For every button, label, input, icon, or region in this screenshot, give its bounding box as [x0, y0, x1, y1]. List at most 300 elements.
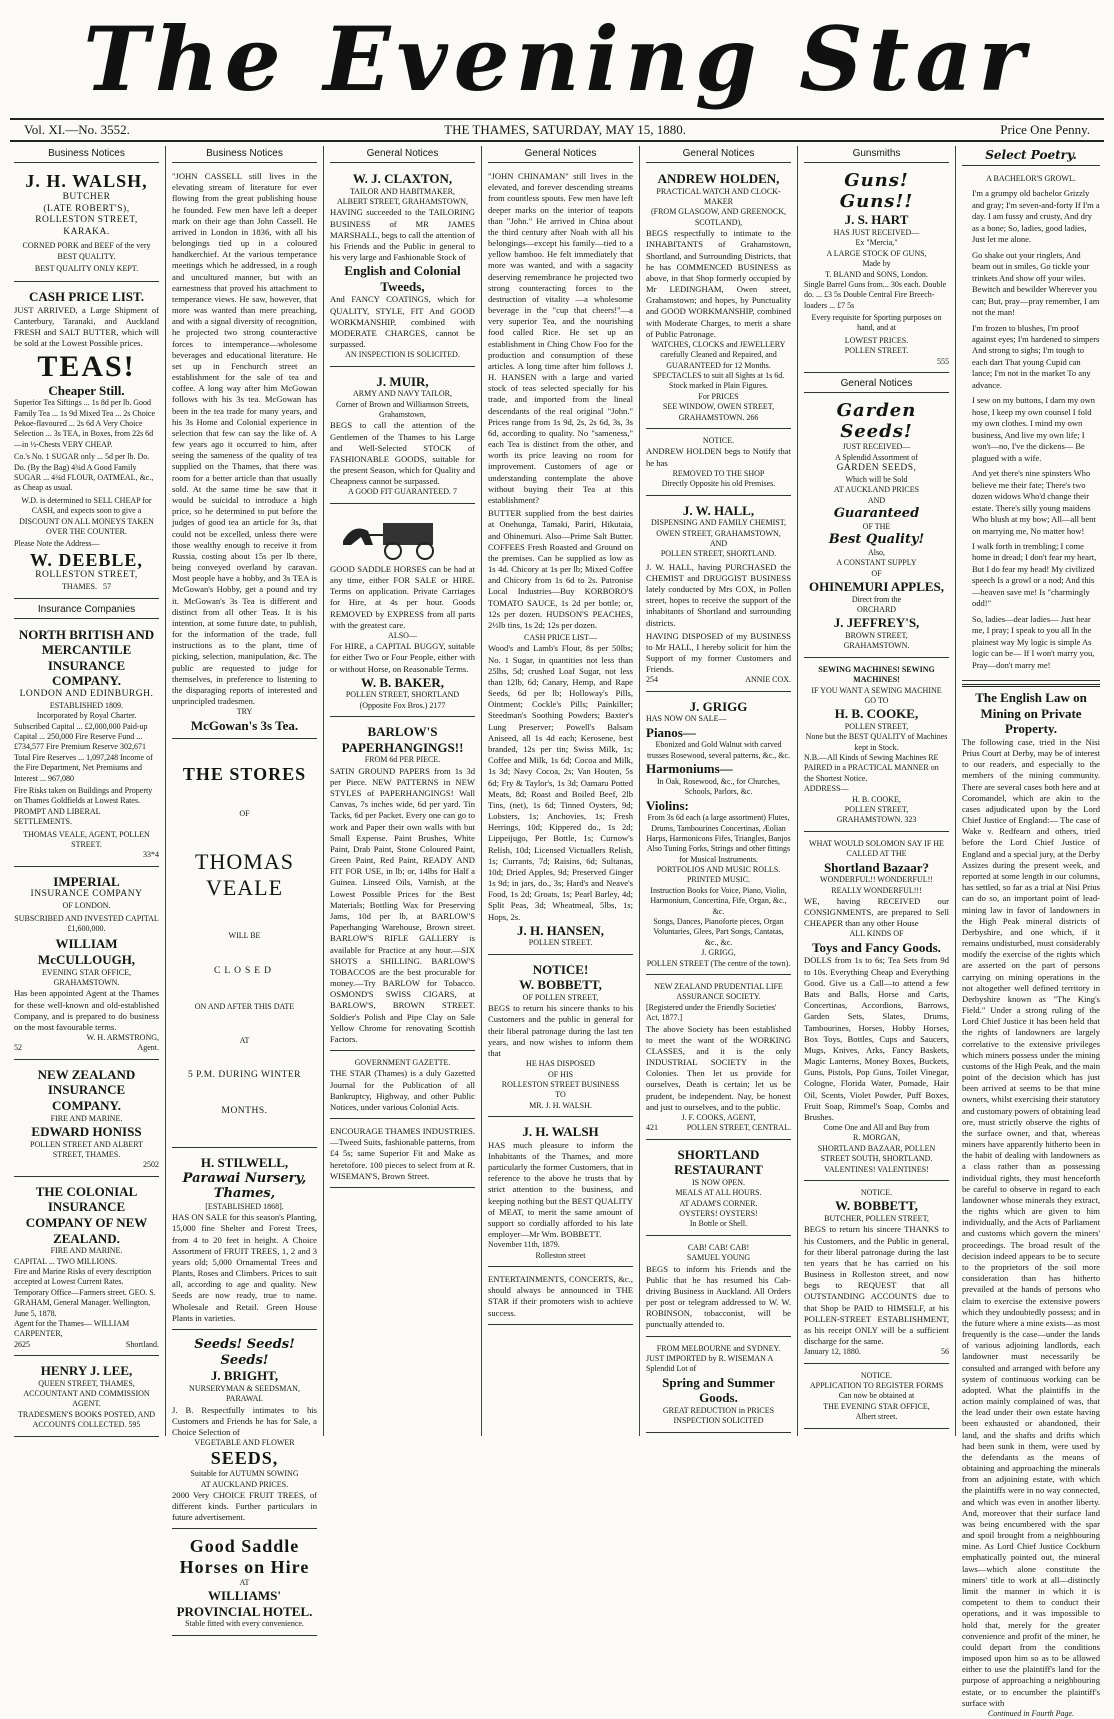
column-6: [798, 146, 956, 1436]
poem-stanza: I'm a grumpy old bachelor Grizzly and gray; I'm seven-and-forty If I'm a day. I am fussy and crusty, And dry as a bone; So, ladies, good ladies, Just let me alone.: [972, 188, 1100, 245]
ad-name: W. BOBBETT,: [835, 1198, 918, 1214]
ad-text: Suitable for AUTUMN SOWING: [190, 1469, 299, 1479]
ad-colonial-insurance: [14, 1180, 159, 1356]
ad-name: J. H. WALSH: [522, 1124, 599, 1140]
ad-body: HAVING succeeded to the TAILORING BUSINESS of MR JAMES MARSHALL, begs to call the attention of his Friends and the Public in general to his very large and Fashionable Stock of: [330, 207, 475, 263]
ad-text: (LATE ROBERT'S),: [43, 203, 130, 214]
ad-title: NEW ZEALAND PRUDENTIAL LIFE ASSURANCE SOCIETY.: [654, 981, 783, 1002]
ad-claxton: [330, 167, 475, 367]
ad-grigg: [646, 695, 791, 975]
ad-holden: [646, 167, 791, 429]
ad-name: J. JEFFREY'S,: [833, 615, 920, 631]
ad-number: 33*4: [143, 850, 159, 860]
ad-imperial: [14, 870, 159, 1060]
ad-text: ALBERT STREET, GRAHAMSTOWN,: [336, 196, 469, 206]
ad-text: REMOVED TO THE SHOP: [672, 468, 765, 478]
ad-name: W. BOBBETT,: [519, 977, 602, 993]
ad-text: J. GRIGG,: [701, 948, 736, 958]
ad-muir: [330, 370, 475, 504]
ad-text: GRAHAMSTOWN. 323: [836, 815, 917, 825]
ad-text: ROLLESTON STREET, KARAKA.: [35, 215, 138, 238]
ad-text: TO: [555, 1090, 566, 1100]
ad-name: W. J. CLAXTON,: [352, 171, 453, 186]
ad-text: ALL KINDS OF: [849, 929, 904, 939]
ad-name: H. B. COOKE,: [834, 706, 919, 722]
ad-text: AT AUCKLAND PRICES: [833, 485, 920, 495]
ad-stilwell: [172, 1151, 317, 1330]
ad-text: SEE WINDOW, OWEN STREET,: [662, 402, 775, 412]
ad-text: MEALS AT ALL HOURS.: [675, 1188, 762, 1198]
ad-jeffrey-seeds: [804, 397, 949, 658]
ad-encourage-tweed: [330, 1122, 475, 1188]
section-heading: Insurance Companies: [14, 602, 159, 619]
ad-text: SUBSCRIBED AND INVESTED CAPITAL £1,600,000.: [14, 913, 159, 934]
ad-text: Stock marked in Plain Figures.: [669, 381, 768, 391]
ad-text: T. BLAND and SONS, London.: [825, 269, 928, 279]
ad-name: J. H. WALSH,: [25, 171, 148, 191]
section-heading: Business Notices: [14, 146, 159, 163]
ad-title: CASH PRICE LIST—: [524, 633, 597, 643]
ad-text: JUST RECEIVED—: [842, 442, 911, 452]
ad-body: "JOHN CASSELL still lives in the elevating stream of literature for ever flowing from the great publishing house he founded. Few men have left a deeper mark on their age than John Cassell. He arrived in London in 1836, with all his belongings tied up in a coloured handkerchief. At the various temperance meetings which he addressed, in a rough and uncultured manner, but with an earnestness that proved his attachment to temperance views. He saw, however, that more was wanted than mere preaching, and with a signal diversity of recognition, he projected two strong counteractive forces to intemperance—wholesome beverages and educational literature. He set up in Fenchurch street an establishment for the sale of tea and coffee. A long way after him McGowan follows with his 3s tea. McGowan has been in the tea trade for many years, and his 3s Home and Colonial experience in selection that few can say the like of. A few years ago it occurred to him, after seeing the sameness of the quality of tea supplied on the Thames, that there was room for a better article than that usually sold. At the same time he saw that it would be suicidal to introduce a high price, so he determined to put before the judges of good tea an article for 3s, that could not be excelled, unless there were those wealthy enough to receive it from Russia, costing about 15s per lb there, being conveyed overland by caravan. Most people have a hobby, and 3s TEA is McGowan's Hobby, get a pound and try it. McGowan's 3s Tea is different and distinct from all other Teas. It is his intention, at some future date, to publish, for the information of the trade, full instructions as to the plant, time of picking, selection, manipulation, &c. The public are requested to judge for themselves, in preference to listening to the disparaging reports of interested and unprincipled tradesmen.: [172, 171, 317, 707]
ad-name: R. MORGAN,: [853, 1133, 900, 1143]
ad-text: HAS NOW ON SALE—: [646, 714, 727, 724]
ad-saddle-horses: [172, 1532, 317, 1635]
ad-name: W. DEEBLE,: [30, 549, 143, 570]
ad-text: LONDON AND EDINBURGH.: [19, 689, 154, 700]
ad-text: INSURANCE COMPANY: [30, 889, 143, 900]
ad-hansen: [488, 167, 633, 955]
ad-text: JUST IMPORTED by R. WISEMAN A Splendid Lot of: [646, 1354, 773, 1374]
ad-cab: [646, 1239, 791, 1337]
ad-text: Which will be Sold: [845, 475, 908, 485]
ad-text: AT AUCKLAND PRICES.: [200, 1479, 289, 1489]
ad-title: BARLOW'S: [367, 724, 438, 740]
ad-text: POLLEN STREET,: [844, 721, 909, 731]
ad-body: HAVING DISPOSED of my BUSINESS to Mr HALL, I hereby solicit for him the Support of my former Customers and Friends.: [646, 630, 791, 675]
ad-body: BEGS to return his sincere thanks to his Customers and the public in general for their liberal patronage during the last ten years, and now wishes to inform them that: [488, 1003, 633, 1058]
ad-body: The above Society has been established to meet the want of the WORKING CLASSES, and it is the only INDUSTRIAL SOCIETY in the Colonies. Then let us provide for ourselves, Death is certain; let us be prudent, be independent. Nay, be honest and just to ourselves, and to the public.: [646, 1023, 791, 1112]
ad-body: ENTERTAINMENTS, CONCERTS, &c., should always be announced in THE STAR if their promoters wish to achieve success.: [488, 1274, 633, 1318]
ad-shortland-restaurant: [646, 1143, 791, 1236]
ad-body: ANDREW HOLDEN begs to Notify that he has: [646, 446, 791, 468]
ad-text: Rolleston street: [535, 1250, 586, 1260]
ad-body: For HIRE, a CAPITAL BUGGY, suitable for either Two or Four People, either with or without Horse, on Reasonable Terms.: [330, 641, 475, 674]
ad-text: THE EVENING STAR OFFICE,: [823, 1401, 930, 1411]
ad-body: And FANCY COATINGS, which for QUALITY, STYLE, FIT And GOOD WORKMANSHIP, combined with MODERATE CHARGES, cannot be surpassed.: [330, 294, 475, 350]
ad-text: WONDERFUL!! WONDERFUL!! REALLY WONDERFUL!!!: [820, 875, 933, 895]
ad-text: HE HAS DISPOSED: [526, 1059, 595, 1069]
ad-text: POLLEN STREET.: [844, 346, 909, 356]
ad-text: NURSERYMAN & SEEDSMAN,: [189, 1383, 300, 1393]
ad-text: IF YOU WANT A SEWING MACHINE: [811, 685, 942, 695]
section-heading: Gunsmiths: [804, 146, 949, 163]
ad-text: FIRE AND MARINE.: [50, 1113, 123, 1123]
ad-henry-lee: [14, 1359, 159, 1437]
ad-name: HENRY J. LEE,: [40, 1363, 133, 1379]
ad-text: In Bottle or Shell.: [689, 1219, 748, 1229]
ad-text: VALENTINES! VALENTINES!: [824, 1164, 929, 1174]
ad-text: THAMES. 57: [62, 582, 111, 592]
ad-text: A GOOD FIT GUARANTEED. 7: [348, 487, 457, 497]
ad-nz-insurance: [14, 1063, 159, 1177]
volume-number: Vol. XI.—No. 3552.: [24, 122, 130, 137]
masthead-title: The Evening Star: [83, 7, 1031, 111]
ad-title: WHAT WOULD SOLOMON SAY IF HE CALLED AT THE: [809, 838, 944, 859]
horse-carriage-illustration: [333, 511, 473, 561]
poem-stanza: And yet there's nine spinsters Who believe me their fate; There's two dozen widows Who'd change their estate. There's silly young maidens Who blush at my bow; All—all bent on marrying me, No matter how!: [972, 468, 1096, 536]
column-1: [8, 146, 166, 1436]
ad-text: VEGETABLE AND FLOWER: [194, 1438, 295, 1448]
ad-text: OF LONDON.: [62, 901, 111, 911]
ad-hall-chemist: [646, 499, 791, 692]
ad-veale-stores: [172, 742, 317, 1148]
ad-text: Can now be obtained at: [838, 1391, 915, 1401]
ad-text: PRINTED MUSIC.: [686, 875, 751, 885]
ad-text: DISPENSING AND FAMILY CHEMIST,: [650, 518, 787, 528]
ad-text: OF: [871, 568, 882, 578]
ad-text: HAS JUST RECEIVED—: [833, 227, 920, 237]
ad-morgan-bazaar: [804, 835, 949, 1181]
ad-title: GOVERNMENT GAZETTE.: [354, 1058, 451, 1068]
ad-text: BUTCHER, POLLEN STREET,: [824, 1213, 929, 1223]
ad-hart-guns: [804, 167, 949, 373]
ad-text: THOMAS VEALE, AGENT, POLLEN STREET.: [23, 829, 150, 849]
ad-date: November 11th, 1879.: [488, 1240, 560, 1250]
ad-body: HAS much pleasure to inform the Inhabitants of the Thames, and more particularly the former Customers, that in reference to the above he trusts that by strict attention to the business, and keeping nothing but the BEST QUALITY of MEAT, to merit the same amount of support so cordially afforded to his late employer—Mr Wm. BOBBETT.: [488, 1139, 633, 1240]
ad-barlow: [330, 720, 475, 1051]
ad-register-forms: [804, 1367, 949, 1429]
poem-stanza: So, ladies—dear ladies— Just hear me, I pray; I speak to you all In the plainest way My logic is simple As logic can be— If I won't marry you, Pray—don't marry me!: [972, 613, 1095, 670]
ad-name: J. S. HART: [844, 212, 909, 228]
ad-text: A LARGE STOCK OF GUNS,: [826, 248, 927, 258]
ad-title: THE COLONIAL INSURANCE COMPANY OF NEW ZEALAND.: [25, 1183, 148, 1246]
ad-title: CAB! CAB! CAB!: [687, 1242, 750, 1252]
ad-text: Direct from the: [851, 594, 902, 604]
ad-text: GARDEN SEEDS,: [836, 463, 917, 474]
ad-body: 2000 Very CHOICE FRUIT TREES, of different kinds. Further particulars in future advertisement.: [172, 1489, 317, 1523]
ad-melbourne-sydney: [646, 1340, 791, 1433]
column-4: [482, 146, 640, 1436]
ad-title: THE STORES: [182, 764, 307, 785]
ad-text: N.B.—All Kinds of Sewing Machines RE PAIRED in a PRACTICAL MANNER on the Shortest Notice.: [804, 753, 939, 783]
ad-body: BEGS to return his sincere THANKS to his Customers, and the Public in general, for their liberal patronage during the last ten years that he has carried on his Business in Rolleston street, and now begs to REQUEST that all OUTSTANDING ACCOUNTS due to that Shop be PAID to HIMSELF, at his POLLEN-STREET ESTABLISHMENT, as his receipt ONLY will be a sufficient discharge for the same.: [804, 1224, 949, 1347]
ad-baker-horses: [330, 507, 475, 717]
ad-title: IMPERIAL: [53, 873, 120, 889]
ad-text: English and Colonial Tweeds,: [344, 263, 461, 294]
ad-text: 5 P.M. DURING WINTER: [187, 1070, 301, 1081]
ad-text: [ESTABLISHED 1868].: [205, 1201, 284, 1211]
ad-text: Pianos—: [646, 724, 696, 740]
ad-text: QUEEN STREET, THAMES,: [38, 1378, 135, 1388]
ad-entertainments: [488, 1270, 633, 1325]
ad-body: THE STAR (Thames) is a duly Gazetted Journal for the Publication of all Bankruptcy, Highway, and other Public Notices, under various Colonial Acts.: [330, 1068, 475, 1112]
ad-text: GRAHAMSTOWN.: [53, 977, 120, 987]
ad-text: J. F. COOKS, AGENT,: [681, 1112, 756, 1122]
ad-text: MONTHS.: [221, 1106, 268, 1117]
ad-text: OWEN STREET, GRAHAMSTOWN,: [656, 528, 781, 538]
ad-text: OF HIS: [547, 1069, 574, 1079]
article-body: The following case, tried in the Nisi Prius Court at Derby, may be of interest to our readers, and especially to the members of the mining community. There are several cases both here and at Coromandel, which are akin to the cases adjudicated upon by the Lord Chief Justice of England:— The case of Wake v. Redfearn and others, tried before the Lord Chief Justice of England and a special jury, at the Derby Assizes during the present week, and reported at some length in our columns, has settled, so far as a trial at Nisi Prius can do so, an important point of lead-mining law in favor of landowners in the High Peak mineral districts of Derbyshire, and one which, if it remains undisturbed, must considerably modify the exercise of the rights which are asserted on the part of persons carrying on mining operations in the not altogether well defined territory in Derbyshire known as "The King's Field." Under a strong ruling of the Lord Chief Justice it has been held that the rights of landowners are largely correlative to the extensive privileges which miners possess under the mining customs of the High Peak, and the main point of the decision which has just been arrived at seems to be that mine owners, whilst exercising their statutory and customary powers of obtaining lead ore, must strictly observe the rights of the surface owner, and that, whereas miners have apparently hitherto been in the habit of dealing with landowners as a class rather than as possessing individual rights, they must henceforth be careful to observe in regard to each landowner whose minerals they extract, the rights which are given to him individually, and the Acts of Parliament and customs which govern the miners' proceedings. The broad result of the decision indeed appears to be to secure to the proprietors of the soil more consideration than has hitherto prevailed at the hands of persons who claim to exercise the extensive powers which they undoubtedly possess; and in the future where a mine exists—as most frequently is the case—under the lands of various adjoining landlords, each landowner must necessarily be consulted and arranged with before any system of continuous working can be adopted. What the plaintiffs in the action mainly complained of was, that the lead under their own estate having been exhausted or abandoned, their land, and the shafts and drifts which had been sunk in them, were used by the defendants as the means of obtaining and approaching the minerals from an adjoining estate, with which the plaintiffs were in no way connected, and which was even in another liberty. And, moreover that their surface land was being encumbered with the spar and spoil brought from a neighbouring mine. As Lord Chief Justice Cockburn emphatically pointed out, the mineral laws—which alone constitute the miners' title to work at all—distinctly limit the manner in which it is competent to them to conduct their operations, and it was impossible to hold that, merely for the greater convenience and profit of the miner, he could depart from the conditions imposed upon him so as to be allowed either to use the plaintiff's land for the purpose of approaching a neighbouring estate, or to encumber the plaintiff's surface with: [962, 736, 1100, 1708]
ad-text: ACCOUNTANT AND COMMISSION AGENT.: [23, 1389, 150, 1409]
ad-text: MR. J. H. WALSH.: [529, 1100, 592, 1110]
ad-bobbett-notice: [488, 958, 633, 1117]
ad-text: AND: [867, 495, 886, 505]
ad-text: FROM 6d PER PIECE.: [364, 755, 441, 765]
ad-text: Come One and All and Buy from: [823, 1123, 930, 1133]
ad-title: NOTICE!: [532, 961, 589, 977]
ad-mcgowan-tea: [172, 167, 317, 739]
ad-text: January 12, 1880. 56: [804, 1347, 949, 1357]
ad-text: Best Quality!: [828, 532, 925, 548]
ad-cooke-sewing: [804, 661, 949, 832]
ad-text: GO TO: [864, 695, 889, 705]
ad-text: Albert street.: [855, 1412, 898, 1422]
ad-text: SEEDS,: [210, 1448, 279, 1469]
ad-text: W. H. ARMSTRONG,: [86, 1033, 159, 1043]
ad-text: AN INSPECTION IS SOLICITED.: [345, 350, 460, 360]
ad-text: GRAHAMSTOWN.: [843, 641, 910, 651]
ad-text: Guaranteed: [833, 506, 920, 522]
ad-text: Stable fitted with every convenience.: [185, 1619, 304, 1629]
ad-text: AT ADAM'S CORNER.: [679, 1198, 758, 1208]
ad-text: Agent for the Thames— WILLIAM CARPENTER,: [14, 1318, 130, 1339]
ad-text: TAILOR AND HABITMAKER,: [350, 186, 455, 196]
ad-title: FROM MELBOURNE and SYDNEY.: [656, 1343, 781, 1353]
ad-text: Spring and Summer Goods.: [662, 1374, 775, 1406]
ad-text: In Oak, Rosewood, &c., for Churches, Schools, Parlors, &c.: [656, 776, 781, 797]
section-heading: General Notices: [804, 376, 949, 393]
ad-name: J. W. HALL,: [682, 502, 755, 518]
ad-text: OF: [239, 808, 250, 818]
ad-text: POLLEN STREET (The centre of the town).: [646, 958, 791, 968]
ad-text: Incorporated by Royal Charter.: [36, 711, 137, 721]
ad-walsh-notice: [488, 1120, 633, 1267]
ad-text: (FROM GLASGOW, AND GREENOCK, SCOTLAND),: [650, 207, 787, 227]
ad-body: BEGS to inform his Friends and the Public that he has resumed his Cab-driving Business in Auckland. All Orders per post or telegram addressed to W. W. ROBINSON, tobacconist, will be punctually attended to.: [646, 1263, 791, 1330]
ad-text: EVENING STAR OFFICE,: [42, 967, 131, 977]
ad-text: BEST QUALITY ONLY KEPT.: [34, 263, 139, 273]
ad-text: OHINEMURI APPLES,: [808, 579, 945, 594]
poem-stanza: I'm frozen to blushes, I'm proof against eyes; I'm hardened to simpers And strong to sighs; I'm tough to each dart That young Cupid can lance; I'm not in the market To any advance.: [972, 322, 1100, 390]
ad-text: ROLLESTON STREET BUSINESS: [501, 1079, 620, 1089]
ad-title: SEWING MACHINES! SEWING MACHINES!: [818, 664, 935, 685]
ad-text: POLLEN STREET.: [528, 938, 593, 948]
column-5: [640, 146, 798, 1436]
ad-body: WE, having RECEIVED our CONSIGNMENTS, are prepared to Sell CHEAPER than any other House: [804, 895, 949, 929]
ad-title: Shortland Bazaar?: [823, 859, 930, 875]
ad-text: BUTCHER: [62, 191, 111, 202]
ad-figures: Subscribed Capital ... £2,000,000 Paid-up Capital ... 250,000 Fire Reserve Fund ... £734,577 Fire Premium Reserve 302,671 Total Fire Reserves ... 1,097,248 Income of the Fire Department, Net Premiums and Interest ... 967,080: [14, 721, 153, 783]
column-3: [324, 146, 482, 1436]
ad-name: THOMAS VEALE: [195, 849, 294, 901]
ad-prudential: [646, 978, 791, 1140]
ad-text: ORCHARD: [856, 604, 897, 614]
ad-text: ROLLESTON STREET,: [35, 570, 138, 581]
ad-text: FIRE AND MARINE.: [50, 1246, 123, 1256]
ad-name: SAMUEL YOUNG: [686, 1253, 751, 1263]
article-mining-law: [962, 690, 1100, 1719]
ad-text: H. B. COOKE,: [852, 794, 901, 804]
ad-name: J. BRIGHT,: [210, 1368, 279, 1384]
ad-name: J. H. HANSEN,: [516, 922, 605, 938]
ad-walsh-butcher: [14, 167, 159, 282]
ad-body: GOOD SADDLE HORSES can be had at any time, either FOR SALE or HIRE. Terms on application. Private Carriages for Hire, at 4s per hour. Goods REMOVED by EXPRESS from all parts with the greatest care.: [330, 563, 475, 630]
ad-text: ALSO—: [388, 630, 417, 640]
price-list: Single Barrel Guns from... 30s each. Double do. ... £3 5s Double Central Fire Breech-loaders ... £7 5s: [804, 279, 947, 310]
ad-name: W. B. BAKER,: [361, 674, 444, 690]
ad-text: AT: [239, 1035, 250, 1045]
ad-text: CORNED PORK and BEEF of the very BEST QUALITY.: [22, 241, 151, 261]
ad-text: PRACTICAL WATCH AND CLOCK-MAKER: [656, 186, 781, 206]
ad-text: AT: [239, 1577, 250, 1587]
ad-name: WILLIAMS' PROVINCIAL HOTEL.: [176, 1588, 313, 1619]
ad-text: A CONSTANT SUPPLY: [836, 558, 917, 568]
poem-stanza: I walk forth in trembling; I come home in dread; I don't fear my heart, But I do fear my head! My civilized speech Is a growl or a nod; And this—heaven save me! Is "charmingly odd!": [972, 540, 1097, 609]
ad-body: BUTTER supplied from the best dairies at Onehunga, Tamaki, Pariri, Hikutaia, and Ohinemuri. Also—Prime Salt Butter. COFFEES Fresh Roasted and Ground on the premises. Can be supplied as low as 1s 4d. Chicory at 1s per lb; Mixed Coffee and Chicory from 1s 6d to 2s. Patronise Local Industries—Buy KORBORO'S TOMATO SAUCE, 1s 2d per bottle; or, 12s per dozen. HUDSON'S PEACHES, 2½lb tins, 1s 2d; 12s per dozen.: [488, 508, 633, 630]
article-title: The English Law on Mining on Private Property.: [975, 690, 1087, 737]
ad-text: Fire Risks taken on Buildings and Property on Thames Goldfields at Lowest Rates. PROMPT AND LIBERAL SETTLEMENTS.: [14, 786, 153, 827]
masthead: [0, 0, 1114, 118]
ad-text: Corner of Brown and Williamson Streets, Grahamstown,: [336, 399, 469, 420]
ad-title: NOTICE.: [860, 1188, 893, 1197]
ad-text: ARMY AND NAVY TAILOR,: [353, 389, 452, 399]
ad-text: Ex "Mercia,": [855, 238, 898, 248]
ad-text: 2625 Shortland.: [14, 1339, 159, 1349]
ad-title: CASH PRICE LIST.: [29, 289, 144, 305]
section-heading: General Notices: [488, 146, 633, 163]
ad-text: OF POLLEN STREET,: [522, 992, 599, 1002]
poem-title: A BACHELOR'S GROWL.: [986, 174, 1076, 183]
ad-text: CLOSED: [214, 965, 275, 976]
ad-body: "JOHN CHINAMAN" still lives in the elevated, and forever descending streams from countless spouts. Few men have left deeper marks on the interior of teapots than "John." He arrived in China about the third century after Noah with all his belongings—except his family—tied to a yellow bamboo. He felt immediately that more was wanted, and with a sagacity deserving remembrance he projected two strong counteracting forces to the destruction of vitality —a wholesome beverage in the "cup that cheers!"—a very superior Tea, and the nourishing food called Rice. He set up an establishment in Ching Chow Foo for the production and consumption of these articles. A long time after him follows J. H. HANSEN with a large and varied stock of teas selected specially for his trade, and imported from the lineal descendants of the real original "John." Prices range from 1s 9d, 2s, 2s 6d, 3s, 3s 6d, according to quality. No "sameness," each Tea is distinct from the other, and worth its price leaving no room for improvement. Customers of age or understanding contemplate the above without buying their Tea at this establishment?: [488, 171, 633, 505]
ad-text: Songs, Dances, Pianoforte pieces, Organ Voluntaries, Glees, Part Songs, Cantatas, &c., &c.: [653, 917, 784, 947]
ad-title: Seeds! Seeds! Seeds!: [194, 1337, 295, 1368]
ad-text: POLLEN STREET, SHORTLAND.: [660, 549, 777, 559]
ad-north-british: [14, 623, 159, 867]
columns: [8, 146, 1106, 1718]
ad-text: A Splendid Assortment of: [835, 452, 918, 462]
ad-text: GRAHAMSTOWN. 266: [678, 412, 759, 422]
ad-text: WILL BE: [228, 931, 261, 941]
ad-body: Fire and Marine Risks of every description accepted at Lowest Current Rates. Temporary Office—Farmers street. GEO. S. GRAHAM, General Manager. Wellington, June 5, 1878.: [14, 1266, 156, 1318]
ad-body: BEGS respectfully to intimate to the INHABITANTS of Grahamstown, Shortland, and Surrounding Districts, that he has COMMENCED BUSINESS as above, in that Shop formerly occupied by Mr LEDINGHAM, Owen street, Grahamstown; and hopes, by Punctuality and GOOD WORKMANSHIP, combined with Moderate Charges, to merit a share of Public Patronage.: [646, 228, 791, 339]
ad-title: Guns! Guns!!: [839, 170, 914, 212]
ad-text: INSPECTION SOLICITED: [673, 1416, 764, 1426]
ad-text: [Registered under the Friendly Societies' Act, 1877.]: [646, 1002, 777, 1023]
ad-title: NORTH BRITISH AND MERCANTILE INSURANCE COMPANY.: [18, 626, 155, 689]
ad-text: Instruction Books for Voice, Piano, Violin, Harmonium, Concertina, Fife, Organ, &c., &c.: [650, 885, 787, 916]
ad-deeble-cash: [14, 285, 159, 598]
ad-title: NEW ZEALAND INSURANCE COMPANY.: [37, 1066, 136, 1114]
ad-text: Violins:: [646, 797, 689, 813]
ad-body: J. B. Respectfully intimates to his Customers and Friends he has for Sale, a Choice Selection of: [172, 1404, 317, 1437]
ad-title: SHORTLAND: [677, 1146, 760, 1162]
ad-text: ADDRESS—: [804, 784, 849, 794]
ad-body: J. W. HALL, having PURCHASED the CHEMIST and DRUGGIST BUSINESS lately conducted by Mrs COX, in Pollen street, hopes to receive the support of the inhabitants of Shortland and surrounding districts.: [646, 561, 791, 628]
ad-text: AND: [709, 538, 728, 548]
ad-text: Toys and Fancy Goods.: [812, 939, 941, 955]
ad-body: SATIN GROUND PAPERS from 1s 3d per Piece. NEW PATTERNS in NEW STYLES of PAPERHANGINGS! Wall Canvas, 7s inches wide, 6d per yard. Tin Tacks, 6d per Packet. Every one can go to work and Paper their own walls with but Small Expense. Paint Brushes, White Paint, Drab Paint, Stone Coloured Paint, Green Paint, Red Paint, READY AND FIT FOR USE, in lb; or, 14lbs for Half a Guinea. Linseed Oils, Varnish, at the Lowest Possible Prices for the Best Materials; Bottling Wax for Preserving Jams, 10d per lb, at BARLOW'S Paperhanging Warehouse, Brown street. BARLOW'S RIFLE GALLERY is available for Practice at any hour.—SIX SHOTS a SHILLING. BARLOW'S TOBACCOS are the best procurable for money.—Try BARLOW for Tobacco. OSMOND'S SWISS CIGARS, at BARLOW'S, BROWN STREET. Soldier's Polish and Pipe Clay on Sale Yellow Chrome for renovating Scottish Factors.: [330, 765, 475, 1044]
ad-holden-removed: [646, 432, 791, 496]
ad-text: PARAWAI.: [225, 1394, 264, 1404]
ad-text: For PRICES: [698, 391, 739, 401]
ad-text: CAPITAL ... TWO MILLIONS.: [14, 1256, 118, 1266]
column-7: [956, 146, 1106, 1718]
ad-title: NOTICE.: [702, 436, 735, 445]
ad-text: Directly Opposite his old Premises.: [661, 479, 776, 489]
ad-name: J. GRIGG: [689, 698, 748, 714]
ad-text: Please Note the Address—: [14, 539, 100, 549]
ad-title: Good Saddle Horses on Hire: [179, 1536, 310, 1578]
ad-text: APPLICATION TO REGISTER FORMS: [809, 1381, 944, 1391]
ad-text: W.D. is determined to SELL CHEAP for CASH, and expects soon to give a DISCOUNT ON ALL MONEYS TAKEN OVER THE COUNTER.: [19, 495, 154, 536]
section-heading: Business Notices: [172, 146, 317, 163]
ad-text: IS NOW OPEN.: [692, 1177, 745, 1187]
ad-gazette: [330, 1054, 475, 1119]
ad-name: J. MUIR,: [376, 373, 429, 389]
ad-text: 52 Agent.: [14, 1043, 159, 1053]
ad-title: Garden Seeds!: [836, 400, 917, 442]
section-heading: General Notices: [646, 146, 791, 163]
ad-body: HAS ON SALE for this season's Planting, 15,000 fine Shelter and Forest Trees, from 4 to 20 feet in height. A Choice Assortment of FRUIT TREES, 1, 2 and 3 years old; 5,000 Ornamental Trees and Plants, Roses and Climbers. Prices to suit all, according to age and quality. New Seeds are now ready, true to name. Wholesale and Retail. Green House Plants in varieties.: [172, 1212, 318, 1323]
issue-date: THE THAMES, SATURDAY, MAY 15, 1880.: [444, 122, 687, 137]
ad-text: GREAT REDUCTION in PRICES: [662, 1406, 775, 1415]
ad-text: (Opposite Fox Bros.) 2177: [359, 700, 446, 710]
price-list: Co.'s No. 1 SUGAR only ... 5d per lb. Do. Do. (By the Bag) 4¾d A Good Family SUGAR ... 4¾d FLOUR, OATMEAL, &c., as Cheap as usual.: [14, 452, 154, 493]
ad-subtitle: PAPERHANGINGS!!: [341, 739, 464, 755]
ad-body: ENCOURAGE THAMES INDUSTRIES.—Tweed Suits, fashionable patterns, from £4 5s; same Superior Fit and Make as heretofore. 100 pieces to select from at R. WISEMAN'S, Brown Street.: [330, 1126, 475, 1181]
ad-title: NOTICE.: [860, 1370, 893, 1380]
ad-text: ESTABLISHED 1809.: [49, 700, 124, 710]
ad-text: Harmoniums—: [646, 761, 733, 777]
ad-text: PORTFOLIOS AND MUSIC ROLLS.: [656, 865, 781, 875]
ad-text: ON AND AFTER THIS DATE: [194, 1001, 295, 1011]
ad-text: From 3s 6d each (a large assortment) Flutes, Drums, Tambourines Concertinas, Æolian Harps, Harmonicons Fifes, Triangles, Banjos Also Tuning Forks, Strings and other fittings for Musical Instruments.: [646, 813, 791, 864]
ad-text: OYSTERS! OYSTERS!: [679, 1209, 758, 1219]
section-heading: Select Poetry.: [962, 146, 1100, 166]
ad-name: H. STILWELL,: [200, 1155, 289, 1171]
ad-title: TEAS!: [37, 349, 136, 383]
ad-body: Has been appointed Agent at the Thames for these well-known and old-established Company, and is prepared to do business on the most favourable terms.: [14, 988, 159, 1032]
ad-text: Made by: [862, 259, 891, 269]
ad-text: None but the BEST QUALITY of Machines kept in Stock.: [805, 732, 948, 752]
price-list: Wood's and Lamb's Flour, 8s per 50lbs; No. 1 Sugar, in quantities not less than 25lbs, 5d; crushed Loaf Sugar, not less than 12lb, 6d; Canary, Hemp, and Rape Seeds, 6d per lb; Holloway's Pills, Ointment; Cockle's Pills; Painkiller; Steedman's Soothing Powders; Baxter's Lung Preserver; Powell's Balsam Aniseed, all 1s 4d each; Kerosene, best branded, 12s per tin; Swiss Milk, 1s; Coffee and Milk, 1s 6d; Cocoa and Milk, 1s 3d; Navy Cocoa, 2s; Van Houten, 5s 6d; Fry & Taylor's, 1s 3d; Oamaru Potted Meats, 8d; Roast and Boiled Beef, 2lb Tins, (net), 1s 6d; Tinned Oysters, 9d; Lobsters, 1s; Anchovies, 1s; Fresh Herrings, 10d; Kippered do., 1s 2d; Lippeijugo, Per Bottle, 1s; Curnow's Relish, 10d; Licensed Victuallers Relish, 1s; Currants, 7d; Raisins, 6d; Sultanas, 10d; Dried Apples, 9d; Preserved Ginger 1s 9d; in jars, do., 3s; Hard's and Neave's Food, 1s 2d; Groats, 1s; Pearl Barley, 4d; Split Peas, 3d; Wheatmeal, 5lbs, 1s; Hops, 2s.: [488, 643, 633, 922]
ad-title: Parawai Nursery, Thames,: [182, 1170, 307, 1202]
ad-number: 555: [937, 356, 949, 366]
ad-bobbett-pollen: [804, 1184, 949, 1364]
dateline: [10, 118, 1104, 142]
ad-number: 2502: [143, 1160, 159, 1170]
ad-subtitle: RESTAURANT: [674, 1162, 763, 1178]
ad-text: POLLEN STREET AND ALBERT STREET, THAMES.: [30, 1139, 143, 1159]
poem-stanza: Go shake out your ringlets, And beam out in smiles, Go tickle your trinkets And show off your wiles. Bewitch and bewilder Wherever you can; But, pray—pray remember, I am not the man!: [972, 249, 1100, 318]
ad-text: TRY: [236, 707, 253, 717]
poem-stanza: I sew on my buttons, I darn my own hose, I keep my own counsel I fold my own clothes. I mind my own business, And live my own life; I won't—no, I've the dickens— Be plagued with a wife.: [972, 395, 1096, 463]
article-continuation: Continued in Fourth Page.: [987, 1708, 1075, 1718]
ad-body: JUST ARRIVED, a Large Shipment of Canterbury, Taranaki, and Auckland FRESH and SALT BUTTER, which will be sold at the Lowest Possible prices.: [14, 304, 159, 349]
ad-body: DOLLS from 1s to 6s; Tea Sets from 9d to 10s. Everything Cheap and Everything Good. Give us a Call—to attend a few Bats and Balls, Horse and Carts, Concertinas, Accordions, Barrows, Garden Sets, Slates, Drums, Tambourines, Horses, Hobby Horses, Box Toys, Bottles, Cups and Saucers, Mugs, Knives, Arks, Fancy Baskets, Magic Lanterns, Money Boxes, Buckets, Guns, Pistols, Pop Guns, Toilet Vinegar, Cologne, Florida Water, Pomade, Hair Oil, Scents, Violet Powder, Puff Boxes, Fruit Soap, Rimmel's Soap, Combs and Brushes.: [804, 955, 949, 1122]
ad-body: BEGS to call the attention of the Gentlemen of the Thames to his Large and Well-Selected STOCK of FASHIONABLE GOODS, suitable for the present Season, which for Quality and Cheapness cannot be surpassed.: [330, 420, 475, 487]
ad-text: LOWEST PRICES.: [844, 335, 909, 345]
price: Price One Penny.: [1000, 122, 1090, 137]
column-2: [166, 146, 324, 1629]
ad-text: 421 POLLEN STREET, CENTRAL.: [646, 1123, 791, 1133]
ad-name: EDWARD HONISS: [31, 1124, 142, 1140]
ad-text: TRADESMEN'S BOOKS POSTED, AND ACCOUNTS COLLECTED. 595: [17, 1409, 155, 1430]
ad-text: 254 ANNIE COX.: [646, 675, 791, 685]
section-heading: General Notices: [330, 146, 475, 163]
